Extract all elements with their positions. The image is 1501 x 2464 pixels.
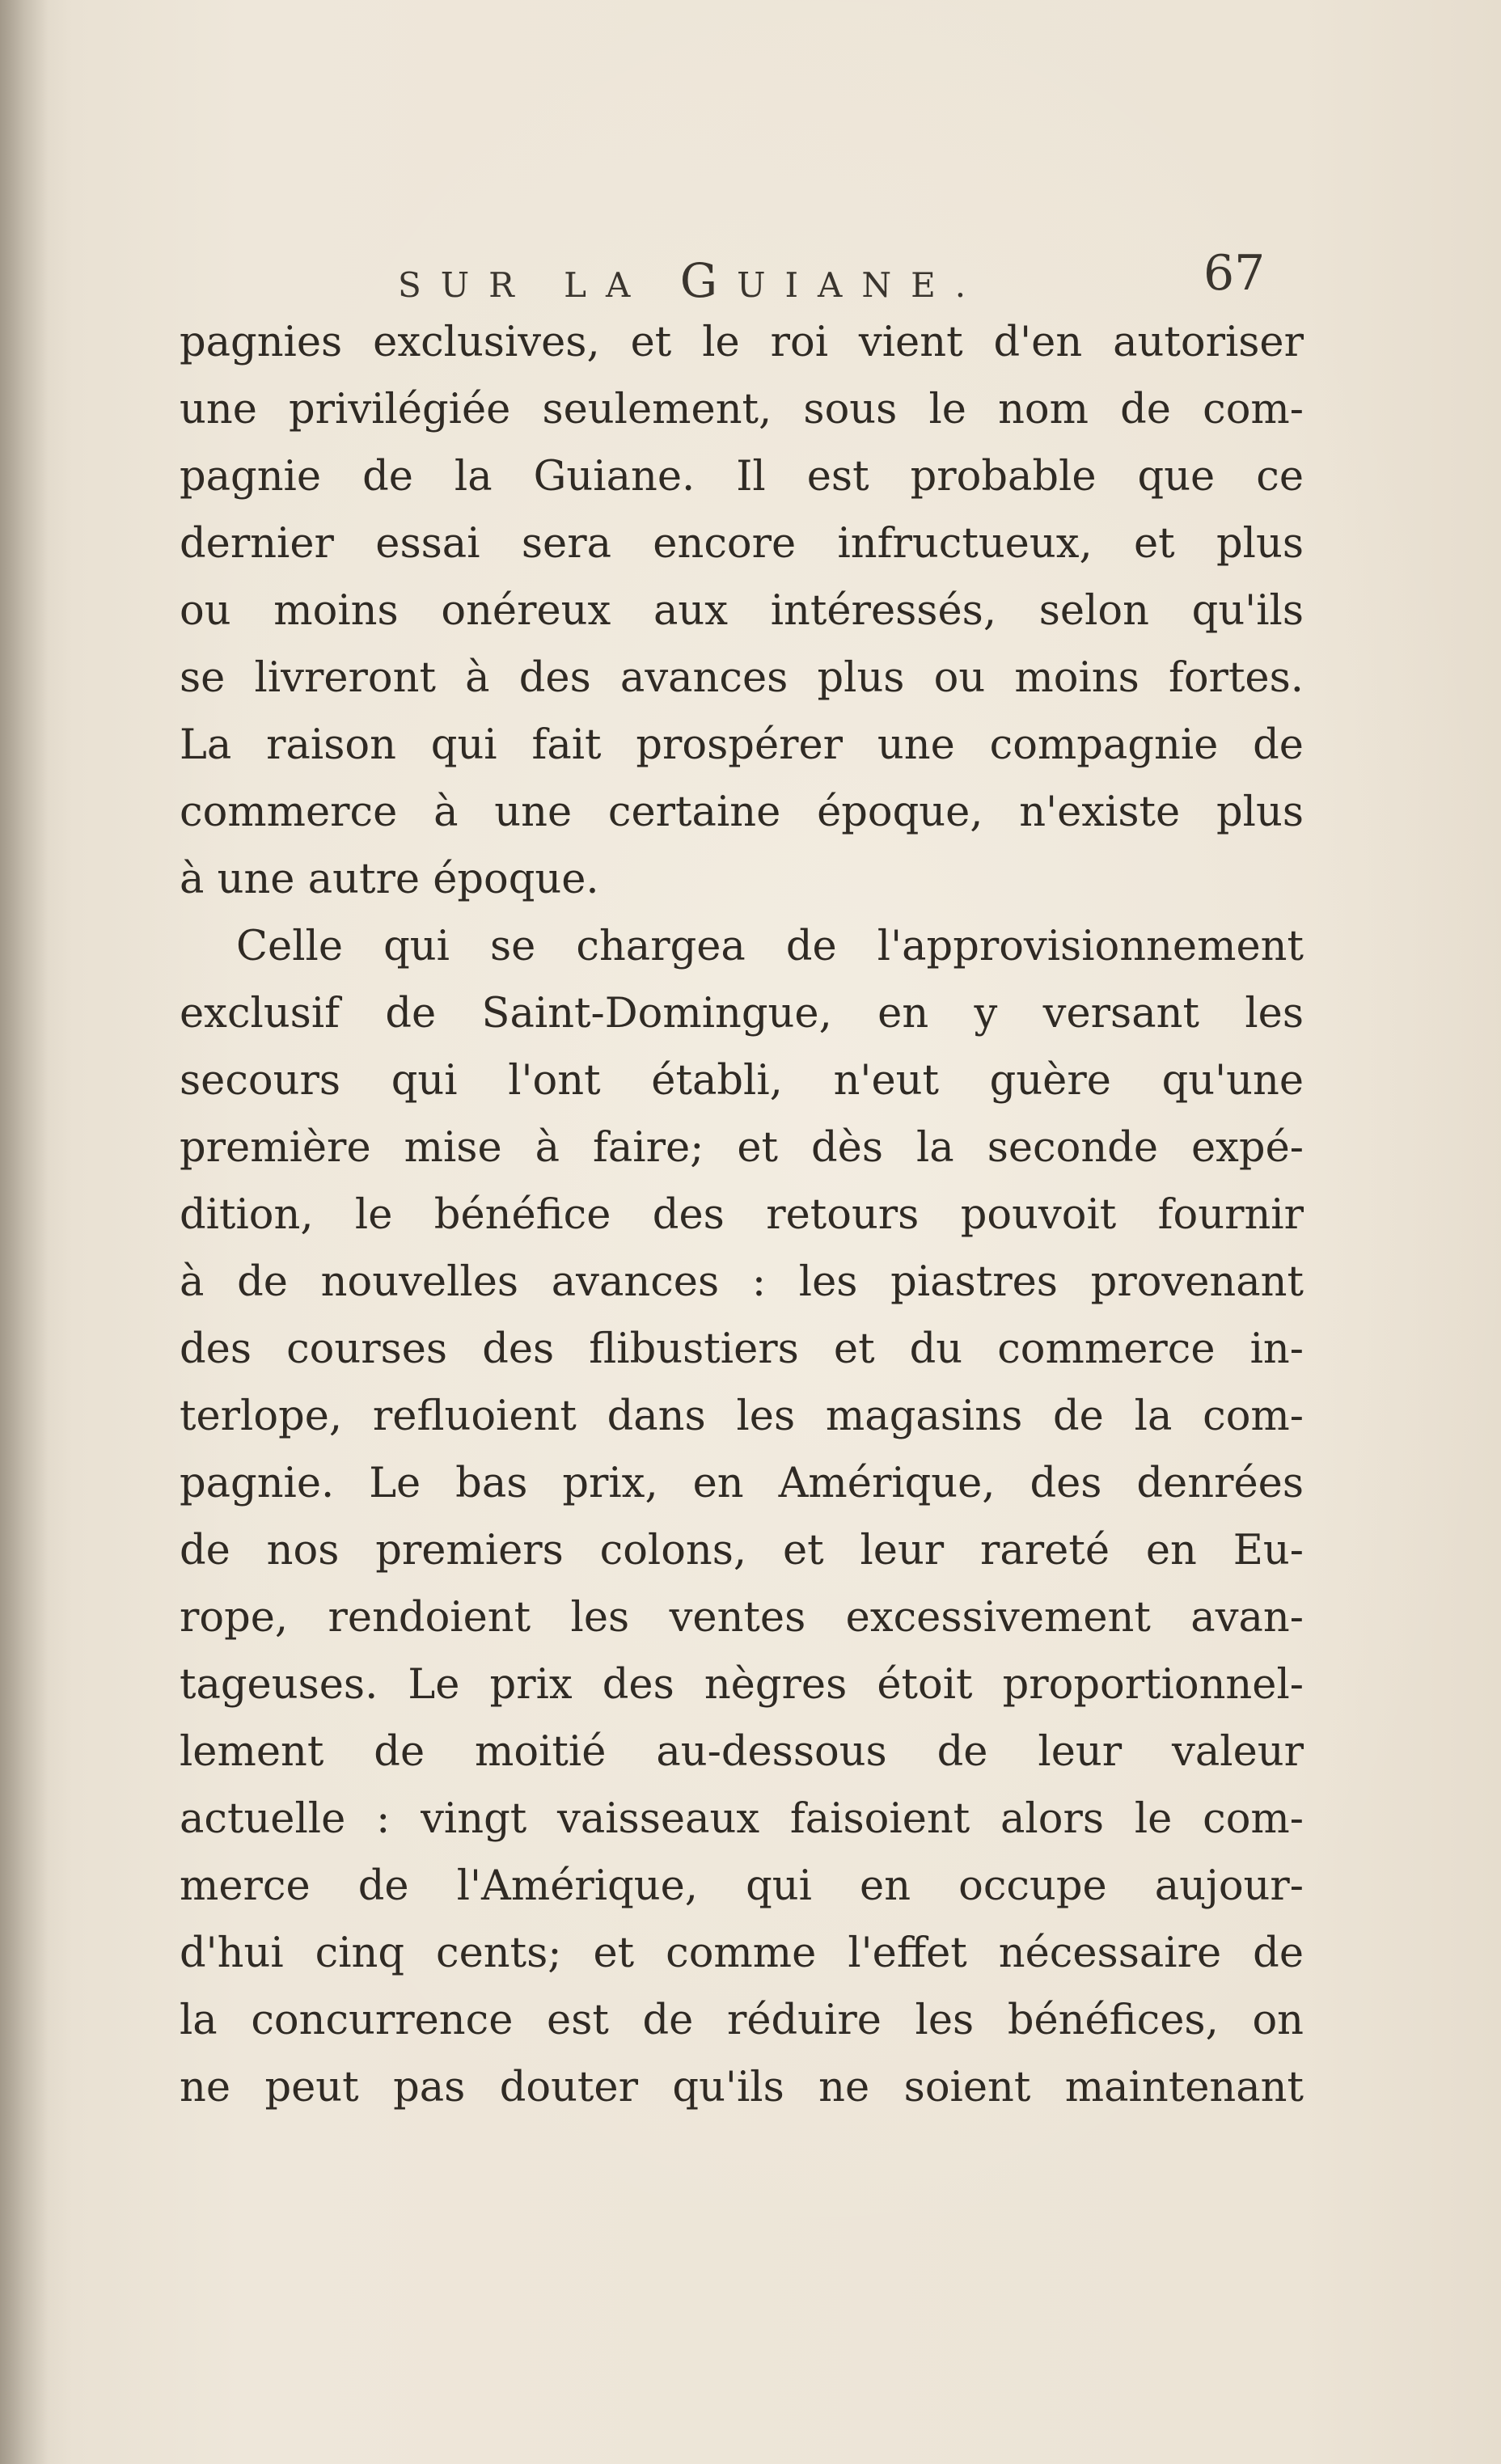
text-line: à de nouvelles avances : les piastres provenant (180, 1258, 1304, 1306)
text-line: pagnie de la Guiane. Il est probable que ce (180, 453, 1304, 501)
text-line: exclusif de Saint-Domingue, en y versant les (180, 990, 1304, 1038)
page-number: 67 (1203, 245, 1266, 302)
running-title (398, 253, 985, 308)
text-line: commerce à une certaine époque, n'existe plus (180, 788, 1304, 836)
text-line: Celle qui se chargea de l'approvisionnement (236, 923, 1304, 970)
running-title-rest: UIANE. (737, 265, 986, 305)
text-line: dition, le bénéfice des retours pouvoit fournir (180, 1191, 1304, 1239)
text-line: dernier essai sera encore infructueux, et plus (180, 520, 1304, 568)
text-line: La raison qui fait prospérer une compagnie de (180, 721, 1304, 769)
page-header (0, 239, 1501, 308)
text-line: d'hui cinq cents; et comme l'effet nécessaire de (180, 1929, 1304, 1977)
binding-gutter-shadow (0, 0, 49, 2464)
text-line: la concurrence est de réduire les bénéfices, on (180, 1997, 1304, 2044)
running-title-prefix: SUR LA (398, 265, 680, 305)
text-line: pagnies exclusives, et le roi vient d'en autoriser (180, 319, 1304, 366)
text-line: ou moins onéreux aux intéressés, selon qu'ils (180, 587, 1304, 635)
text-line: pagnie. Le bas prix, en Amérique, des denrées (180, 1460, 1304, 1507)
text-line: de nos premiers colons, et leur rareté en Eu- (180, 1527, 1304, 1574)
text-line: des courses des flibustiers et du commerce in- (180, 1325, 1304, 1373)
text-line: rope, rendoient les ventes excessivement avan- (180, 1594, 1304, 1642)
text-line: lement de moitié au-dessous de leur valeur (180, 1728, 1304, 1776)
text-line: première mise à faire; et dès la seconde expé- (180, 1124, 1304, 1172)
text-line: terlope, refluoient dans les magasins de la com- (180, 1393, 1304, 1440)
text-line: merce de l'Amérique, qui en occupe aujour- (180, 1862, 1304, 1910)
text-line: actuelle : vingt vaisseaux faisoient alors le com- (180, 1795, 1304, 1843)
text-line: secours qui l'ont établi, n'eut guère qu'une (180, 1057, 1304, 1105)
running-title-initial: G (679, 253, 738, 308)
text-line: ne peut pas douter qu'ils ne soient maintenant (180, 2064, 1304, 2111)
body-text (180, 309, 1304, 2121)
text-line: se livreront à des avances plus ou moins fortes. (180, 654, 1304, 702)
text-line: à une autre époque. (180, 856, 599, 903)
text-line: une privilégiée seulement, sous le nom de com- (180, 386, 1304, 433)
text-line: tageuses. Le prix des nègres étoit proportionnel- (180, 1661, 1304, 1709)
